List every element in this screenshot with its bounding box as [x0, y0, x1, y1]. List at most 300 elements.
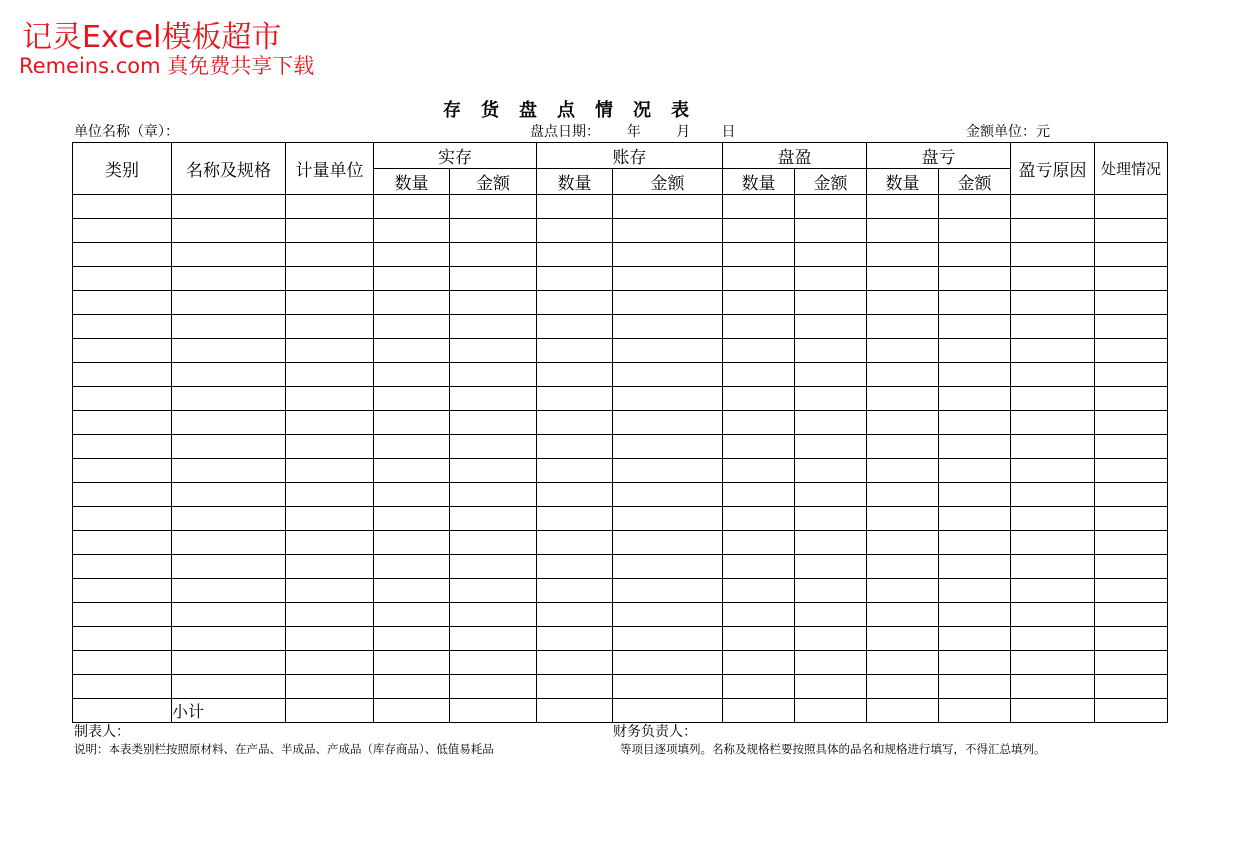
table-cell[interactable] — [939, 435, 1011, 459]
header-actual: 实存 — [374, 143, 537, 169]
table-cell[interactable] — [723, 459, 795, 483]
table-cell[interactable] — [73, 555, 172, 579]
table-cell[interactable] — [613, 651, 723, 675]
table-cell[interactable] — [374, 195, 450, 219]
table-cell[interactable] — [939, 195, 1011, 219]
header-loss-qty: 数量 — [867, 169, 939, 195]
table-cell[interactable] — [939, 675, 1011, 699]
table-cell[interactable] — [723, 243, 795, 267]
table-cell[interactable] — [286, 219, 374, 243]
table-cell[interactable] — [286, 483, 374, 507]
table-cell[interactable] — [73, 339, 172, 363]
table-cell[interactable] — [1095, 435, 1168, 459]
table-cell[interactable] — [939, 507, 1011, 531]
subtotal-row — [73, 699, 1168, 723]
table-cell[interactable] — [867, 267, 939, 291]
table-cell[interactable] — [795, 699, 867, 723]
table-cell[interactable] — [450, 675, 537, 699]
table-cell[interactable] — [450, 219, 537, 243]
table-cell[interactable] — [537, 603, 613, 627]
table-cell[interactable] — [613, 411, 723, 435]
table-cell[interactable] — [1095, 627, 1168, 651]
table-cell[interactable] — [1095, 507, 1168, 531]
table-cell[interactable] — [73, 651, 172, 675]
table-cell[interactable] — [613, 603, 723, 627]
table-cell[interactable] — [723, 195, 795, 219]
table-cell[interactable] — [73, 699, 172, 723]
table-cell[interactable] — [450, 291, 537, 315]
table-cell[interactable] — [867, 531, 939, 555]
table-cell[interactable] — [723, 219, 795, 243]
table-cell[interactable] — [73, 675, 172, 699]
table-cell[interactable] — [1011, 291, 1095, 315]
table-cell[interactable] — [450, 579, 537, 603]
table-cell[interactable] — [172, 267, 286, 291]
table-cell[interactable] — [286, 555, 374, 579]
table-cell[interactable] — [73, 195, 172, 219]
table-cell[interactable] — [867, 219, 939, 243]
table-cell[interactable] — [73, 363, 172, 387]
table-cell[interactable] — [795, 627, 867, 651]
table-cell[interactable] — [867, 699, 939, 723]
table-cell[interactable] — [613, 699, 723, 723]
table-cell[interactable] — [795, 603, 867, 627]
table-cell[interactable] — [939, 699, 1011, 723]
table-cell[interactable] — [286, 411, 374, 435]
table-cell[interactable] — [450, 555, 537, 579]
table-cell[interactable] — [172, 243, 286, 267]
table-cell[interactable] — [795, 195, 867, 219]
table-cell[interactable] — [867, 243, 939, 267]
table-cell[interactable] — [1095, 603, 1168, 627]
table-cell[interactable] — [795, 651, 867, 675]
table-cell[interactable] — [1095, 675, 1168, 699]
table-cell[interactable] — [537, 339, 613, 363]
table-cell[interactable] — [1011, 459, 1095, 483]
table-cell[interactable] — [1095, 411, 1168, 435]
table-cell[interactable] — [286, 339, 374, 363]
table-cell[interactable] — [1011, 435, 1095, 459]
table-cell[interactable] — [613, 243, 723, 267]
table-cell[interactable] — [1095, 555, 1168, 579]
table-cell[interactable] — [867, 627, 939, 651]
table-cell[interactable] — [939, 483, 1011, 507]
table-cell[interactable] — [1095, 339, 1168, 363]
table-cell[interactable] — [73, 531, 172, 555]
table-cell[interactable] — [450, 435, 537, 459]
table-cell[interactable] — [939, 339, 1011, 363]
table-cell[interactable] — [1095, 387, 1168, 411]
table-cell[interactable] — [172, 675, 286, 699]
table-cell[interactable] — [450, 267, 537, 291]
table-cell[interactable] — [286, 195, 374, 219]
table-cell[interactable] — [795, 435, 867, 459]
table-cell[interactable] — [537, 267, 613, 291]
table-cell[interactable] — [537, 459, 613, 483]
table-cell[interactable] — [1095, 291, 1168, 315]
table-cell[interactable] — [374, 603, 450, 627]
table-cell[interactable] — [939, 267, 1011, 291]
table-cell[interactable] — [1095, 267, 1168, 291]
table-cell[interactable] — [795, 411, 867, 435]
table-cell[interactable] — [374, 699, 450, 723]
table-cell[interactable] — [172, 339, 286, 363]
table-cell[interactable] — [374, 651, 450, 675]
table-cell[interactable] — [795, 507, 867, 531]
table-cell[interactable] — [286, 579, 374, 603]
table-cell[interactable] — [613, 219, 723, 243]
table-cell[interactable] — [795, 579, 867, 603]
table-cell[interactable] — [723, 363, 795, 387]
table-cell[interactable] — [939, 219, 1011, 243]
table-cell[interactable] — [1011, 603, 1095, 627]
table-cell[interactable] — [374, 531, 450, 555]
table-row — [73, 435, 1168, 459]
table-row — [73, 411, 1168, 435]
table-cell[interactable] — [172, 387, 286, 411]
table-cell[interactable] — [172, 459, 286, 483]
table-cell[interactable] — [795, 243, 867, 267]
table-cell[interactable] — [172, 411, 286, 435]
table-cell[interactable] — [723, 483, 795, 507]
table-cell[interactable] — [172, 363, 286, 387]
table-cell[interactable] — [867, 363, 939, 387]
table-cell[interactable] — [286, 531, 374, 555]
table-row — [73, 627, 1168, 651]
table-cell[interactable] — [939, 627, 1011, 651]
table-cell[interactable] — [450, 531, 537, 555]
table-cell[interactable] — [172, 555, 286, 579]
table-cell[interactable] — [1011, 627, 1095, 651]
table-cell[interactable] — [172, 315, 286, 339]
table-cell[interactable] — [286, 675, 374, 699]
table-cell[interactable] — [172, 603, 286, 627]
table-cell[interactable] — [795, 387, 867, 411]
table-cell[interactable] — [286, 291, 374, 315]
table-cell[interactable] — [450, 483, 537, 507]
table-cell[interactable] — [867, 603, 939, 627]
table-cell[interactable] — [795, 483, 867, 507]
table-cell[interactable] — [613, 483, 723, 507]
table-cell[interactable] — [613, 387, 723, 411]
table-cell[interactable] — [450, 243, 537, 267]
table-cell[interactable] — [537, 627, 613, 651]
table-cell[interactable] — [1011, 555, 1095, 579]
table-cell[interactable] — [374, 675, 450, 699]
table-cell[interactable] — [286, 651, 374, 675]
table-cell[interactable] — [1011, 219, 1095, 243]
table-cell[interactable] — [1095, 219, 1168, 243]
table-cell[interactable] — [723, 339, 795, 363]
table-cell[interactable] — [450, 411, 537, 435]
table-cell[interactable] — [613, 363, 723, 387]
table-cell[interactable] — [374, 339, 450, 363]
table-cell[interactable] — [613, 555, 723, 579]
table-cell[interactable] — [867, 291, 939, 315]
table-cell[interactable] — [1011, 387, 1095, 411]
table-cell[interactable] — [450, 603, 537, 627]
table-cell[interactable] — [450, 651, 537, 675]
table-cell[interactable] — [867, 507, 939, 531]
table-cell[interactable] — [73, 387, 172, 411]
table-cell[interactable] — [795, 267, 867, 291]
table-cell[interactable] — [1095, 243, 1168, 267]
table-cell[interactable] — [613, 531, 723, 555]
table-cell[interactable] — [537, 507, 613, 531]
table-cell[interactable] — [172, 507, 286, 531]
table-cell[interactable] — [73, 411, 172, 435]
table-cell[interactable] — [286, 507, 374, 531]
table-cell[interactable] — [450, 315, 537, 339]
table-cell[interactable] — [1095, 699, 1168, 723]
table-cell[interactable] — [613, 339, 723, 363]
table-cell[interactable] — [172, 435, 286, 459]
table-cell[interactable] — [286, 699, 374, 723]
table-cell[interactable] — [723, 315, 795, 339]
table-cell[interactable] — [939, 603, 1011, 627]
table-cell[interactable] — [867, 651, 939, 675]
table-cell[interactable] — [723, 627, 795, 651]
table-cell[interactable] — [374, 267, 450, 291]
table-cell[interactable] — [537, 531, 613, 555]
table-cell[interactable] — [286, 267, 374, 291]
table-cell[interactable] — [795, 555, 867, 579]
table-cell[interactable] — [723, 675, 795, 699]
table-cell[interactable] — [73, 243, 172, 267]
table-cell[interactable] — [723, 411, 795, 435]
table-cell[interactable] — [795, 291, 867, 315]
table-row — [73, 195, 1168, 219]
table-cell[interactable] — [867, 315, 939, 339]
table-cell[interactable] — [286, 627, 374, 651]
table-cell[interactable] — [1011, 651, 1095, 675]
table-cell[interactable] — [867, 435, 939, 459]
table-cell[interactable] — [939, 315, 1011, 339]
table-cell[interactable] — [1095, 195, 1168, 219]
table-cell[interactable] — [1011, 579, 1095, 603]
table-cell[interactable] — [172, 627, 286, 651]
table-cell[interactable] — [867, 555, 939, 579]
table-cell[interactable] — [613, 459, 723, 483]
table-cell[interactable] — [286, 603, 374, 627]
table-cell[interactable] — [537, 483, 613, 507]
table-row — [73, 339, 1168, 363]
table-cell[interactable] — [73, 507, 172, 531]
table-cell[interactable] — [723, 699, 795, 723]
table-cell[interactable] — [867, 387, 939, 411]
table-cell[interactable] — [613, 195, 723, 219]
table-row — [73, 603, 1168, 627]
table-cell[interactable] — [450, 339, 537, 363]
table-cell[interactable] — [723, 507, 795, 531]
table-row — [73, 555, 1168, 579]
table-cell[interactable] — [723, 267, 795, 291]
table-cell[interactable] — [172, 651, 286, 675]
table-cell[interactable] — [537, 675, 613, 699]
table-cell[interactable] — [1011, 243, 1095, 267]
header-category: 类别 — [73, 143, 172, 195]
table-cell[interactable] — [723, 651, 795, 675]
table-cell[interactable] — [795, 459, 867, 483]
table-cell[interactable] — [1011, 267, 1095, 291]
table-cell[interactable] — [73, 459, 172, 483]
table-cell[interactable] — [795, 363, 867, 387]
table-cell[interactable] — [1095, 363, 1168, 387]
table-cell[interactable] — [723, 579, 795, 603]
table-cell[interactable] — [939, 555, 1011, 579]
table-cell[interactable] — [867, 339, 939, 363]
table-cell[interactable] — [374, 579, 450, 603]
table-cell[interactable] — [723, 603, 795, 627]
table-cell[interactable] — [613, 507, 723, 531]
table-cell[interactable] — [723, 531, 795, 555]
table-cell[interactable] — [537, 363, 613, 387]
table-cell[interactable] — [286, 363, 374, 387]
table-cell[interactable] — [1011, 195, 1095, 219]
table-cell[interactable] — [374, 627, 450, 651]
table-cell[interactable] — [374, 507, 450, 531]
table-cell[interactable] — [1095, 315, 1168, 339]
table-cell[interactable] — [286, 243, 374, 267]
table-cell[interactable] — [795, 219, 867, 243]
table-cell[interactable] — [723, 555, 795, 579]
table-cell[interactable] — [73, 219, 172, 243]
table-cell[interactable] — [1095, 531, 1168, 555]
header-loss: 盘亏 — [867, 143, 1011, 169]
table-cell[interactable] — [1095, 483, 1168, 507]
table-cell[interactable] — [867, 459, 939, 483]
table-cell[interactable] — [73, 603, 172, 627]
table-cell[interactable] — [73, 267, 172, 291]
table-cell[interactable] — [374, 483, 450, 507]
table-cell[interactable] — [1011, 363, 1095, 387]
table-cell[interactable] — [73, 315, 172, 339]
table-cell[interactable] — [537, 579, 613, 603]
table-cell[interactable] — [537, 411, 613, 435]
table-cell[interactable] — [939, 387, 1011, 411]
table-cell[interactable] — [374, 435, 450, 459]
table-cell[interactable] — [867, 483, 939, 507]
table-cell[interactable] — [867, 411, 939, 435]
table-cell[interactable] — [939, 291, 1011, 315]
table-cell[interactable] — [867, 579, 939, 603]
table-cell[interactable] — [450, 195, 537, 219]
table-cell[interactable] — [795, 315, 867, 339]
table-cell[interactable] — [1011, 507, 1095, 531]
table-cell[interactable] — [939, 363, 1011, 387]
table-cell[interactable] — [1011, 675, 1095, 699]
table-cell[interactable] — [723, 435, 795, 459]
table-row — [73, 579, 1168, 603]
table-cell[interactable] — [1011, 699, 1095, 723]
table-cell[interactable] — [1011, 315, 1095, 339]
table-cell[interactable] — [1011, 531, 1095, 555]
table-cell[interactable] — [1011, 339, 1095, 363]
table-cell[interactable] — [73, 291, 172, 315]
table-cell[interactable] — [723, 387, 795, 411]
table-cell[interactable] — [172, 219, 286, 243]
table-cell[interactable] — [1095, 651, 1168, 675]
table-cell[interactable] — [939, 579, 1011, 603]
table-cell[interactable] — [450, 387, 537, 411]
table-cell[interactable] — [286, 315, 374, 339]
table-cell[interactable] — [374, 555, 450, 579]
table-row — [73, 459, 1168, 483]
table-cell[interactable] — [613, 291, 723, 315]
table-cell[interactable] — [172, 483, 286, 507]
table-cell[interactable] — [613, 315, 723, 339]
table-cell[interactable] — [537, 435, 613, 459]
table-cell[interactable] — [537, 219, 613, 243]
table-cell[interactable] — [374, 315, 450, 339]
table-cell[interactable] — [450, 699, 537, 723]
table-cell[interactable] — [537, 699, 613, 723]
table-cell[interactable] — [374, 387, 450, 411]
table-cell[interactable] — [73, 579, 172, 603]
table-cell[interactable] — [374, 219, 450, 243]
table-cell[interactable] — [73, 483, 172, 507]
table-cell[interactable] — [537, 315, 613, 339]
table-cell[interactable] — [450, 507, 537, 531]
table-cell[interactable] — [374, 291, 450, 315]
table-cell[interactable] — [939, 411, 1011, 435]
table-cell[interactable] — [537, 243, 613, 267]
table-cell[interactable] — [374, 411, 450, 435]
table-cell[interactable] — [450, 363, 537, 387]
table-cell[interactable] — [795, 531, 867, 555]
header-book-amount: 金额 — [613, 169, 723, 195]
table-cell[interactable] — [537, 387, 613, 411]
table-cell[interactable] — [450, 627, 537, 651]
table-cell[interactable] — [613, 267, 723, 291]
table-cell[interactable] — [537, 651, 613, 675]
table-cell[interactable] — [867, 675, 939, 699]
table-cell[interactable] — [613, 675, 723, 699]
table-cell[interactable] — [613, 435, 723, 459]
table-cell[interactable] — [613, 627, 723, 651]
table-cell[interactable] — [73, 627, 172, 651]
table-cell[interactable] — [450, 459, 537, 483]
table-cell[interactable] — [939, 243, 1011, 267]
table-cell[interactable] — [1011, 411, 1095, 435]
table-cell[interactable] — [537, 291, 613, 315]
table-cell[interactable] — [537, 555, 613, 579]
table-cell[interactable] — [374, 459, 450, 483]
table-cell[interactable] — [723, 291, 795, 315]
table-cell[interactable] — [286, 387, 374, 411]
table-cell[interactable] — [1095, 579, 1168, 603]
table-cell[interactable] — [374, 243, 450, 267]
table-cell[interactable] — [172, 291, 286, 315]
table-cell[interactable] — [1011, 483, 1095, 507]
table-cell[interactable] — [939, 459, 1011, 483]
table-cell[interactable] — [286, 435, 374, 459]
table-cell[interactable] — [795, 339, 867, 363]
table-cell[interactable] — [867, 195, 939, 219]
table-cell[interactable] — [939, 651, 1011, 675]
table-cell[interactable] — [939, 531, 1011, 555]
table-cell[interactable] — [1095, 459, 1168, 483]
table-cell[interactable] — [73, 435, 172, 459]
table-cell[interactable] — [172, 531, 286, 555]
table-cell[interactable] — [613, 579, 723, 603]
table-cell[interactable] — [286, 459, 374, 483]
table-cell[interactable] — [172, 195, 286, 219]
table-cell[interactable] — [172, 579, 286, 603]
table-cell[interactable] — [795, 675, 867, 699]
table-cell[interactable] — [537, 195, 613, 219]
table-cell[interactable] — [374, 363, 450, 387]
